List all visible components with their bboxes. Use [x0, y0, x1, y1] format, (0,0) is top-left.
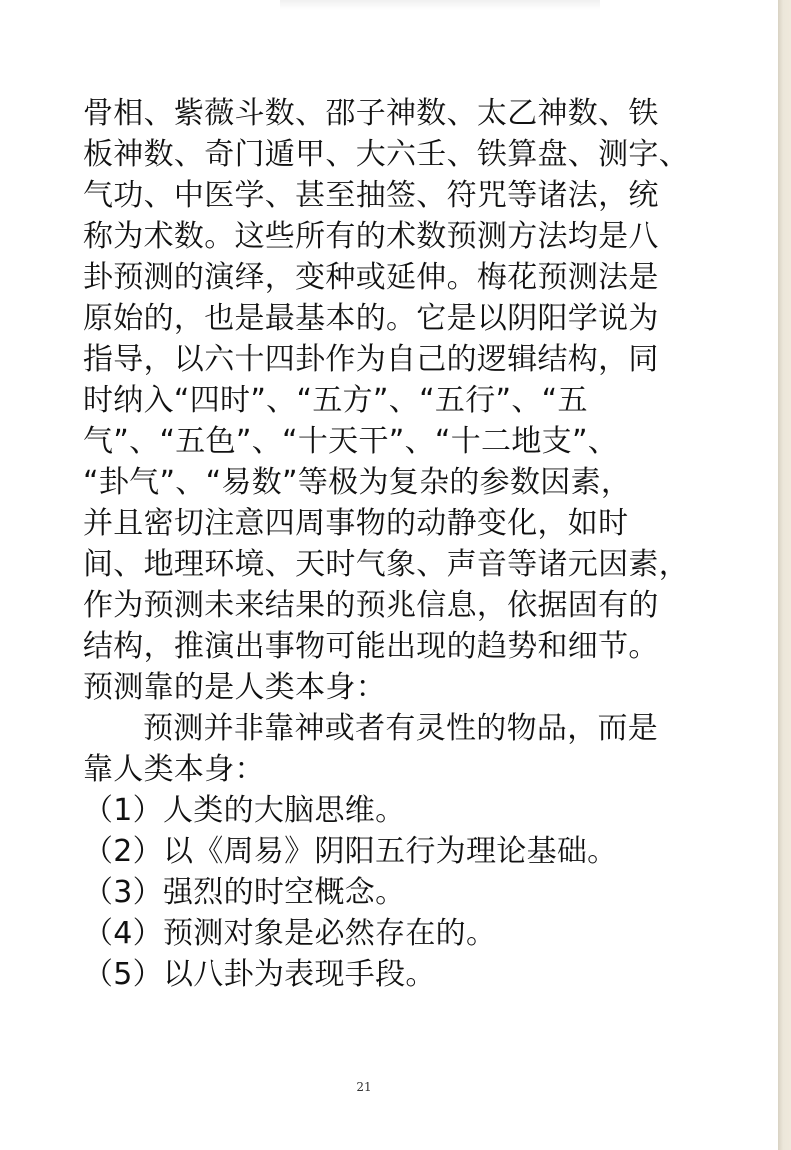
list-item: （1）人类的大脑思维。	[83, 793, 406, 828]
text-line: 板神数、奇门遁甲、大六壬、铁算盘、测字、	[83, 137, 689, 172]
list-item: （4）预测对象是必然存在的。	[83, 916, 497, 951]
scan-shadow	[280, 0, 600, 10]
section-heading: 预测靠的是人类本身：	[83, 670, 386, 705]
list-item: （3）强烈的时空概念。	[83, 875, 406, 910]
page-number: 21	[356, 1080, 372, 1094]
text-line: 结构，推演出事物可能出现的趋势和细节。	[83, 629, 659, 664]
page-content	[83, 93, 689, 995]
paragraph-line: 预测并非靠神或者有灵性的物品，而是	[143, 711, 659, 746]
paragraph-line: 靠人类本身：	[83, 752, 265, 787]
text-line: 作为预测未来结果的预兆信息，依据固有的	[83, 588, 659, 623]
text-line: 指导，以六十四卦作为自己的逻辑结构，同	[83, 342, 659, 377]
text-line: 骨相、紫薇斗数、邵子神数、太乙神数、铁	[83, 96, 659, 131]
text-line: 时纳入“四时”、“五方”、“五行”、“五	[83, 383, 588, 418]
text-line: 气功、中医学、甚至抽签、符咒等诸法，统	[83, 178, 659, 213]
text-line: 间、地理环境、天时气象、声音等诸元因素，	[83, 547, 689, 582]
text-line: 气”、“五色”、“十天干”、“十二地支”、	[83, 424, 619, 459]
list-item: （5）以八卦为表现手段。	[83, 957, 436, 992]
text-line: 称为术数。这些所有的术数预测方法均是八	[83, 219, 659, 254]
list-item: （2）以《周易》阴阳五行为理论基础。	[83, 834, 618, 869]
text-line: 原始的，也是最基本的。它是以阴阳学说为	[83, 301, 659, 336]
text-line: “卦气”、“易数”等极为复杂的参数因素，	[83, 465, 632, 500]
text-line: 卦预测的演绎，变种或延伸。梅花预测法是	[83, 260, 659, 295]
text-line: 并且密切注意四周事物的动静变化，如时	[83, 506, 629, 541]
page-binding-edge	[778, 0, 791, 1150]
